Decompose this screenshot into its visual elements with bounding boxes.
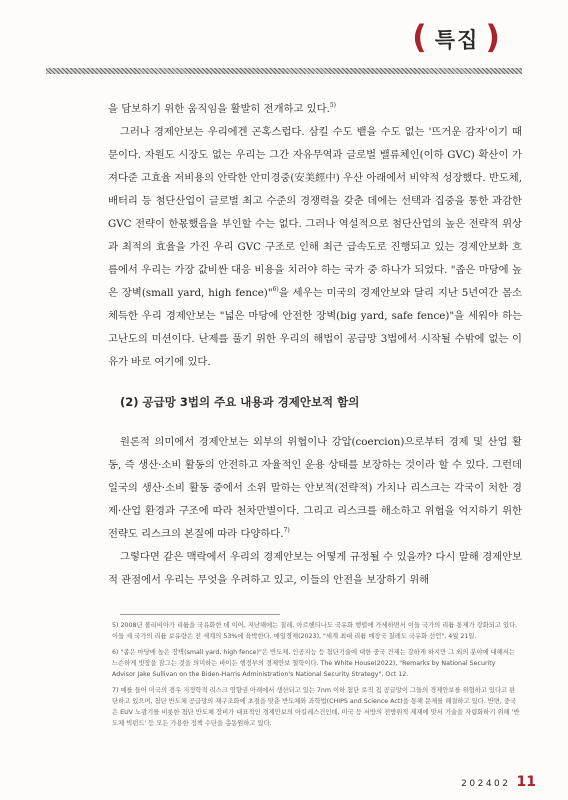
section-tag [412, 18, 502, 56]
footnote-7: 7) 예를 들어 미국의 경우 지정학적 리스크 영향권 아래에서 생산되고 있는 7nm 이하 첨단 로직 칩 공급망이 그들의 경제안보를 위협하고 있다고 판단하고 있으며, 첨단 반도체 공급망의 재구조화에 초점을 맞춘 반도체와 과학법(CHIPS and Science Act)을 통해 문제를 해결하고 있다. 반면, 중국은 EUV 노광기를 비롯한 첨단 반도체 장비가 대표적인 경제안보의 아킬레스건인데, 미국 등 서방의 전방위적 제재에 맞서 기술을 자립화하기 위해 '반도체 빅펀드' 등 모든 가용한 정책 수단을 총동원하고 있다. [112, 687, 520, 727]
section-label: 특집 [434, 28, 480, 52]
paragraph-text: 을 담보하기 위한 움직임을 활발히 전개하고 있다. [108, 103, 330, 115]
footnote-ref-6[interactable]: 6) [272, 286, 279, 293]
article-body [108, 98, 522, 592]
footnote-ref-7[interactable]: 7) [283, 527, 290, 534]
paragraph [108, 546, 522, 592]
header-rule [46, 68, 522, 74]
footnote-divider [120, 614, 280, 615]
footnote-6: 6) "좁은 마당에 높은 장벽(small yard, high fence)"은 반도체, 인공지능 등 첨단기술에 대한 중국 견제는 강하게 하지만 그 외의 분야에 대해서는 느슨하게 빗장을 잠그는 것을 의미하는 바이든 행정부의 경제안보 철학이다. The White House(2022), "Remarks by National Security Advisor Jake Sullivan on the Biden-Harris Administration's National Security Strategy", Oct 12. [112, 649, 515, 678]
footnote-ref-5[interactable]: 5) [329, 102, 337, 109]
paragraph [108, 431, 522, 546]
page-number: 11 [516, 774, 536, 790]
paren-close: ) [485, 18, 502, 56]
footnote-5: 5) 2008년 볼리비아가 리튬을 국유화한 데 이어, 지난해에는 칠레, 아르헨티나도 국유화 행렬에 가세하면서 이들 국가의 리튬 통제가 강화되고 있다. 이들 세 국가의 리튬 보유량은 전 세계의 53%에 육박한다. 매일경제(2023), "세계 최대 리튬 매장국 칠레도 국유화 선언", 4월 21일. [112, 622, 518, 640]
paren-open: ( [412, 18, 429, 56]
footnotes [112, 620, 520, 734]
paragraph-text: 그렇다면 같은 맥락에서 우리의 경제안보는 어떻게 규정될 수 있을까? 다시 말해 경제안보적 관점에서 우리는 무엇을 우려하고 있고, 이들의 안전을 보장하기 위해 [108, 551, 522, 586]
paragraph-text: 원론적 의미에서 경제안보는 외부의 위협이나 강압(coercion)으로부터 경제 및 산업 활동, 즉 생산·소비 활동의 안전하고 자율적인 운용 상태를 보장하는 것이라 할 수 있다. 그런데 일국의 생산·소비 활동 중에서 소위 말하는 안보적(전략적) 가치나 리스크는 각국이 처한 경제·산업 환경과 구조에 따라 천차만별이다. 그리고 리스크를 해소하고 위협을 억지하기 위한 전략도 리스크의 본질에 따라 다양하다. [108, 436, 522, 540]
paragraph-text: 을 세우는 미국의 경제안보와 달리 지난 5년여간 몸소 체득한 우리 경제안보는 "넓은 마당에 안전한 장벽(big yard, safe fence)"을 세워야 하는 고난도의 미션이다. 난제를 풀기 위한 우리의 해법이 공급망 3법에서 시작될 수밖에 없는 이유가 바로 여기에 있다. [108, 287, 522, 368]
paragraph [108, 121, 522, 374]
paragraph-text: 그러나 경제안보는 우리에겐 곤혹스럽다. 삼킬 수도 뱉을 수도 없는 '뜨거운 감자'이기 때문이다. 자원도 시장도 없는 우리는 그간 자유무역과 글로벌 밸류체인(이하 GVC) 확산이 가져다준 고효율 저비용의 안락한 안미경중(安美經中) 우산 아래에서 비약적 성장했다. 반도체, 배터리 등 첨단산업이 글로벌 최고 수준의 경쟁력을 갖춘 데에는 선택과 집중을 통한 과감한 GVC 전략이 한몫했음을 부인할 수는 없다. 그러나 역설적으로 첨단산업의 높은 전략적 위상과 최적의 효율을 가진 우리 GVC 구조로 인해 최근 급속도로 진행되고 있는 경제안보화 흐름에서 우리는 가장 값비싼 대응 비용을 치러야 하는 국가 중 하나가 되었다. "좁은 마당에 높은 장벽(small yard, high fence)" [108, 126, 522, 299]
section-subheading: (2) 공급망 3법의 주요 내용과 경제안보적 함의 [120, 395, 360, 409]
page-footer [461, 774, 536, 790]
paragraph-continued [108, 98, 522, 121]
issue-date: 202402 [461, 779, 511, 789]
